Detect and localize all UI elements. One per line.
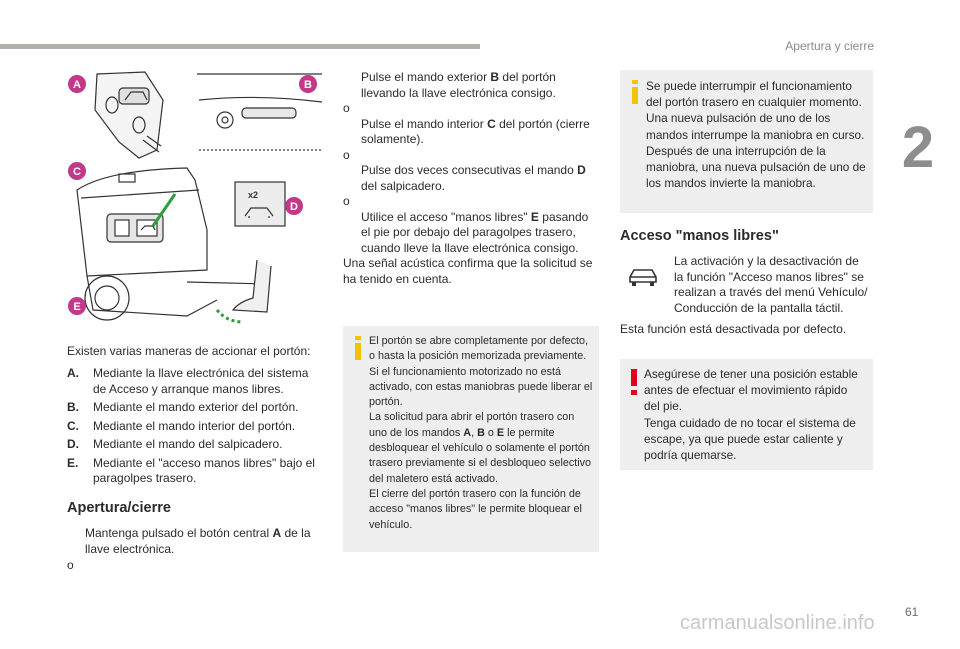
list-item: B. Mediante el mando exterior del portón. <box>67 400 299 414</box>
steps-column <box>343 70 599 287</box>
svg-text:E: E <box>73 301 81 313</box>
or-text: o <box>343 147 350 162</box>
info-icon <box>628 80 642 104</box>
list-item: E. Mediante el "acceso manos libres" bajo el paragolpes trasero. <box>67 455 315 485</box>
step-5: Utilice el acceso "manos libres" E pasando el pie por debajo del paragolpes trasero, cuando lleve la llave electrónica consigo. <box>361 209 589 255</box>
callout-c <box>68 162 86 180</box>
info-interrupt-text: Se puede interrumpir el funcionamiento del portón trasero en cualquier momento. Una nueva pulsación de uno de los mandos interrumpe la maniobra en curso. Después de una interrupción de la maniobra, una nueva pulsación de uno de los mandos invierte la maniobra. <box>646 79 866 191</box>
step-4: Pulse dos veces consecutivas el mando D del salpicadero. <box>361 163 586 193</box>
page-number: 61 <box>905 605 919 619</box>
list-item: A. Mediante la llave electrónica del sistema de Acceso y arranque manos libres. <box>67 366 309 396</box>
svg-text:D: D <box>290 201 298 213</box>
or-text: o <box>67 558 74 572</box>
info-box-interrupt <box>620 70 873 213</box>
methods-list <box>67 366 325 487</box>
step-2: Pulse el mando exterior B del portón llevando la llave electrónica consigo. <box>361 70 556 100</box>
dashboard-button <box>235 182 285 226</box>
svg-text:B: B <box>304 79 312 91</box>
header-rule <box>0 44 480 49</box>
apertura-title: Apertura/cierre <box>67 500 171 516</box>
info-p4: El cierre del portón trasero con la función de acceso "manos libres" le permite bloquear el vehículo. <box>369 487 582 531</box>
section-title: Apertura y cierre <box>785 39 874 53</box>
or-text: o <box>343 194 350 208</box>
callout-b <box>299 75 317 93</box>
svg-text:C: C <box>73 166 81 178</box>
info-p2: Si el funcionamiento motorizado no está activado, con estas maniobras puede liberar el portón. <box>369 365 593 409</box>
foot-gesture <box>217 260 271 322</box>
car-settings-icon <box>626 266 660 288</box>
svg-text:A: A <box>73 79 81 91</box>
manos-libres-title: Acceso "manos libres" <box>620 228 779 244</box>
watermark: carmanualsonline.info <box>680 612 875 634</box>
callout-d <box>285 197 303 215</box>
callout-a <box>68 75 86 93</box>
warning-p1: Asegúrese de tener una posición estable antes de efectuar el movimiento rápido del pie. <box>644 367 858 414</box>
or-text: o <box>343 101 350 115</box>
list-item: C. Mediante el mando interior del portón. <box>67 418 296 433</box>
info-p3: La solicitud para abrir el portón trasero con uno de los mandos A, B o E le permite desbloquear el vehículo o solamente el portón trasero previamente si el desbloqueo selectivo del maletero está activado. <box>369 411 592 485</box>
intro-text: Existen varias maneras de accionar el portón: <box>67 344 311 358</box>
info-p1: El portón se abre completamente por defecto, o hasta la posición memorizada previamente. <box>369 335 589 363</box>
key-fob <box>95 72 163 158</box>
callout-e <box>68 297 86 315</box>
step-3: Pulse el mando interior C del portón (cierre solamente). <box>361 116 590 146</box>
warning-box <box>620 359 873 470</box>
step-1: Mantenga pulsado el botón central A de la llave electrónica. <box>85 526 311 556</box>
manos-libres-default: Esta función está desactivada por defecto. <box>620 322 847 336</box>
dashboard-button-label: x2 <box>248 190 259 200</box>
tailgate-controls-illustration <box>67 70 322 332</box>
info-icon <box>351 336 365 360</box>
warning-p2: Tenga cuidado de no tocar el sistema de escape, ya que puede estar caliente y podría quemarse. <box>644 415 856 463</box>
warning-icon <box>630 369 638 395</box>
interior-button-arrow <box>153 194 175 226</box>
info-box-default-open <box>343 326 599 552</box>
chapter-number: 2 <box>901 115 935 180</box>
list-item: D. Mediante el mando del salpicadero. <box>67 437 283 451</box>
manos-libres-activation: La activación y la desactivación de la función "Acceso manos libres" se realizan a través del menú Vehículo/ Conducción de la pantalla táctil. <box>674 254 868 315</box>
signal-text: Una señal acústica confirma que la solicitud se ha tenido en cuenta. <box>343 256 593 286</box>
